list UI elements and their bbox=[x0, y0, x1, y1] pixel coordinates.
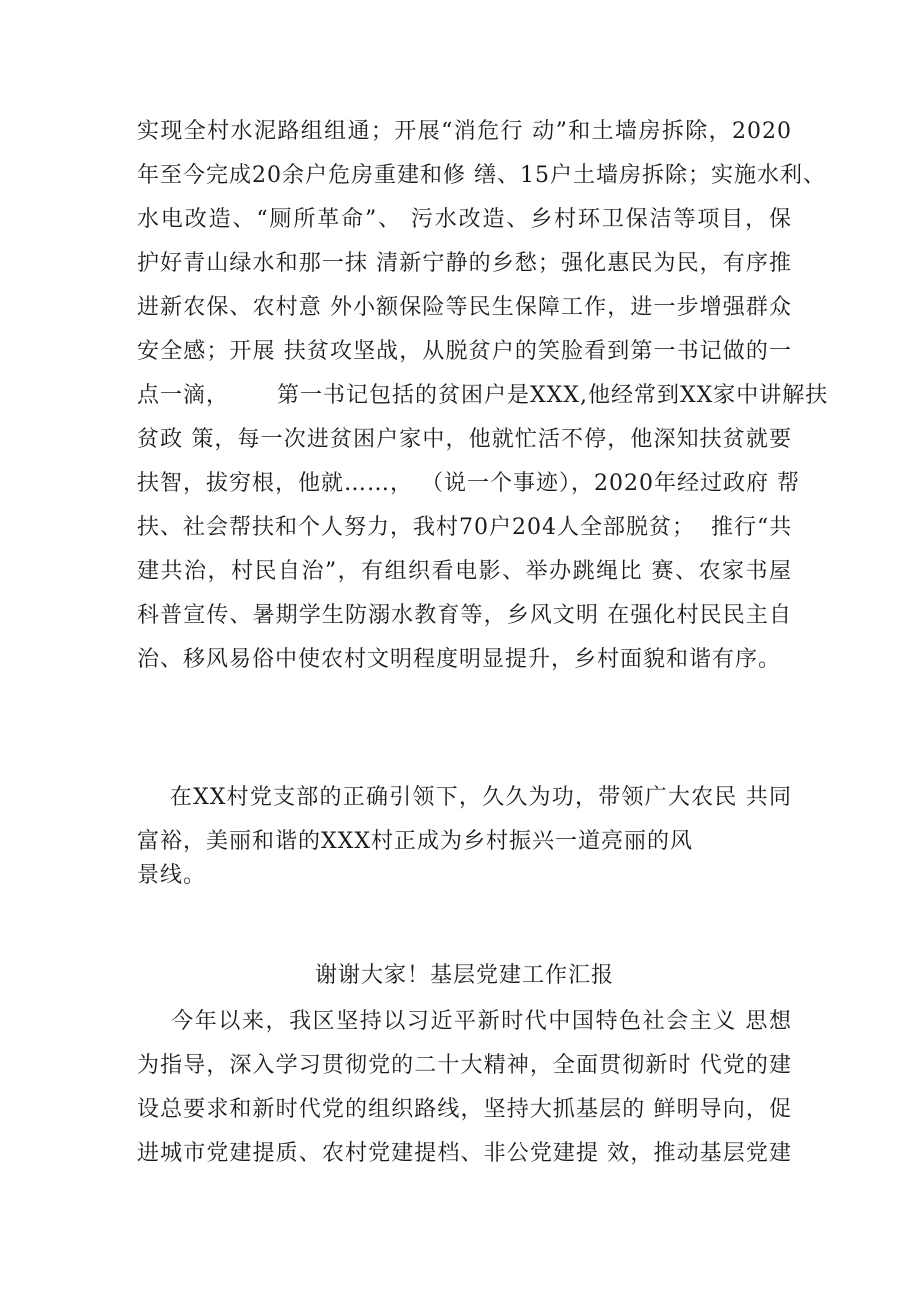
body-text-line: 实现全村水泥路组组通；开展“消危行 动”和土墙房拆除，2020 bbox=[137, 119, 792, 144]
body-text-line: 点一滴， 第一书记包括的贫困户是XXX,他经常到XX家中讲解扶 bbox=[137, 383, 829, 408]
body-text-line: 为指导，深入学习贯彻党的二十大精神，全面贯彻新时 代党的建 bbox=[137, 1053, 792, 1078]
body-text-line: 年至今完成20余户危房重建和修 缮、15户土墙房拆除；实施水利、 bbox=[137, 163, 826, 188]
body-text-line: 设总要求和新时代党的组织路线，坚持大抓基层的 鲜明导向，促 bbox=[137, 1097, 792, 1122]
body-text-line: 进新农保、农村意 外小额保险等民生保障工作，进一步增强群众 bbox=[137, 295, 792, 320]
body-text-line: 贫政 策，每一次进贫困户家中，他就忙活不停，他深知扶贫就要 bbox=[137, 427, 792, 452]
body-text-line: 水电改造、“厕所革命”、 污水改造、乡村环卫保洁等项目，保 bbox=[137, 207, 792, 232]
body-text-line: 富裕，美丽和谐的XXX村正成为乡村振兴一道亮丽的风 bbox=[137, 829, 693, 854]
body-text-line: 扶、社会帮扶和个人努力，我村70户204人全部脱贫； 推行“共 bbox=[137, 515, 793, 540]
body-text-line: 景线。 bbox=[137, 863, 207, 888]
body-text-line: 扶智，拔穷根，他就……， （说一个事迹），2020年经过政府 帮 bbox=[137, 471, 800, 496]
body-text-line: 在XX村党支部的正确引领下，久久为功，带领广大农民 共同 bbox=[137, 785, 792, 810]
section-heading: 谢谢大家！基层党建工作汇报 bbox=[314, 963, 614, 988]
body-text-line: 建共治，村民自治”，有组织看电影、举办跳绳比 赛、农家书屋 bbox=[137, 559, 792, 584]
body-text-line: 进城市党建提质、农村党建提档、非公党建提 效，推动基层党建 bbox=[137, 1141, 792, 1166]
body-text-line: 今年以来，我区坚持以习近平新时代中国特色社会主义 思想 bbox=[137, 1009, 792, 1034]
body-text-line: 护好青山绿水和那一抹 清新宁静的乡愁；强化惠民为民，有序推 bbox=[137, 251, 792, 276]
body-text-line: 安全感；开展 扶贫攻坚战，从脱贫户的笑脸看到第一书记做的一 bbox=[137, 339, 792, 364]
body-text-line: 科普宣传、暑期学生防溺水教育等，乡风文明 在强化村民民主自 bbox=[137, 603, 792, 628]
body-text-line: 治、移风易俗中使农村文明程度明显提升，乡村面貌和谐有序。 bbox=[137, 647, 782, 672]
